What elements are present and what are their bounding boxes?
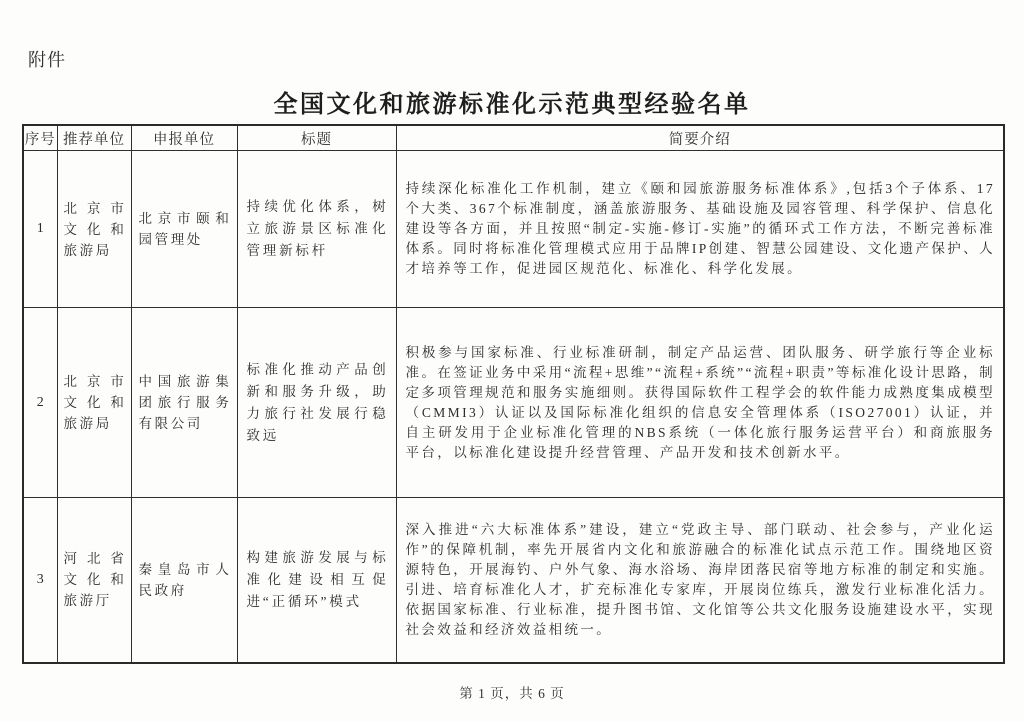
header-row bbox=[23, 125, 1004, 151]
cell-title: 标准化推动产品创新和服务升级，助力旅行社发展行稳致远 bbox=[237, 308, 396, 498]
cell-applicant: 中国旅游集团旅行服务有限公司 bbox=[131, 308, 237, 498]
cell-applicant: 秦皇岛市人民政府 bbox=[131, 498, 237, 663]
column-header-title: 标题 bbox=[237, 125, 396, 151]
experience-table bbox=[22, 124, 1005, 664]
table-row bbox=[23, 308, 1004, 498]
cell-summary: 积极参与国家标准、行业标准研制，制定产品运营、团队服务、研学旅行等企业标准。在签证业务中采用“流程+思维”“流程+系统”“流程+职责”等标准化设计思路，制定多项管理规范和服务实施细则。获得国际软件工程学会的软件能力成熟度集成模型（CMMI3）认证以及国际标准化组织的信息安全管理体系（ISO27001）认证，并自主研发用于企业标准化管理的NBS系统（一体化旅行服务运营平台）和商旅服务平台，以标准化建设提升经营管理、产品开发和技术创新水平。 bbox=[396, 308, 1004, 498]
column-header-recommender: 推荐单位 bbox=[57, 125, 131, 151]
cell-summary: 持续深化标准化工作机制，建立《颐和园旅游服务标准体系》,包括3个子体系、17个大类、367个标准制度，涵盖旅游服务、基础设施及园容管理、科学保护、信息化建设等各方面，并且按照“制定-实施-修订-实施”的循环式工作方法，不断完善标准体系。同时将标准化管理模式应用于品牌IP创建、智慧公园建设、文化遗产保护、人才培养等工作，促进园区规范化、标准化、科学化发展。 bbox=[396, 151, 1004, 308]
cell-recommender: 北京市文化和旅游局 bbox=[57, 151, 131, 308]
table-row bbox=[23, 151, 1004, 308]
table-header bbox=[23, 125, 1004, 151]
page-footer: 第 1 页，共 6 页 bbox=[459, 686, 565, 701]
cell-title: 持续优化体系，树立旅游景区标准化管理新标杆 bbox=[237, 151, 396, 308]
cell-no: 3 bbox=[23, 498, 57, 663]
table-body bbox=[23, 151, 1004, 663]
attachment-label: 附件 bbox=[28, 50, 66, 70]
cell-recommender: 河北省文化和旅游厅 bbox=[57, 498, 131, 663]
cell-summary: 深入推进“六大标准体系”建设，建立“党政主导、部门联动、社会参与，产业化运作”的保障机制，率先开展省内文化和旅游融合的标准化试点示范工作。围绕地区资源特色，开展海钓、户外气象、海水浴场、海岸团落民宿等地方标准的制定和实施。引进、培育标准化人才，扩充标准化专家库，开展岗位练兵，激发行业标准化活力。依据国家标准、行业标准，提升图书馆、文化馆等公共文化服务设施建设水平，实现社会效益和经济效益相统一。 bbox=[396, 498, 1004, 663]
column-header-applicant: 申报单位 bbox=[131, 125, 237, 151]
cell-no: 2 bbox=[23, 308, 57, 498]
cell-no: 1 bbox=[23, 151, 57, 308]
column-header-summary: 简要介绍 bbox=[396, 125, 1004, 151]
page-title: 全国文化和旅游标准化示范典型经验名单 bbox=[273, 92, 751, 118]
cell-title: 构建旅游发展与标准化建设相互促进“正循环”模式 bbox=[237, 498, 396, 663]
cell-applicant: 北京市颐和园管理处 bbox=[131, 151, 237, 308]
table-row bbox=[23, 498, 1004, 663]
cell-recommender: 北京市文化和旅游局 bbox=[57, 308, 131, 498]
column-header-no: 序号 bbox=[23, 125, 57, 151]
